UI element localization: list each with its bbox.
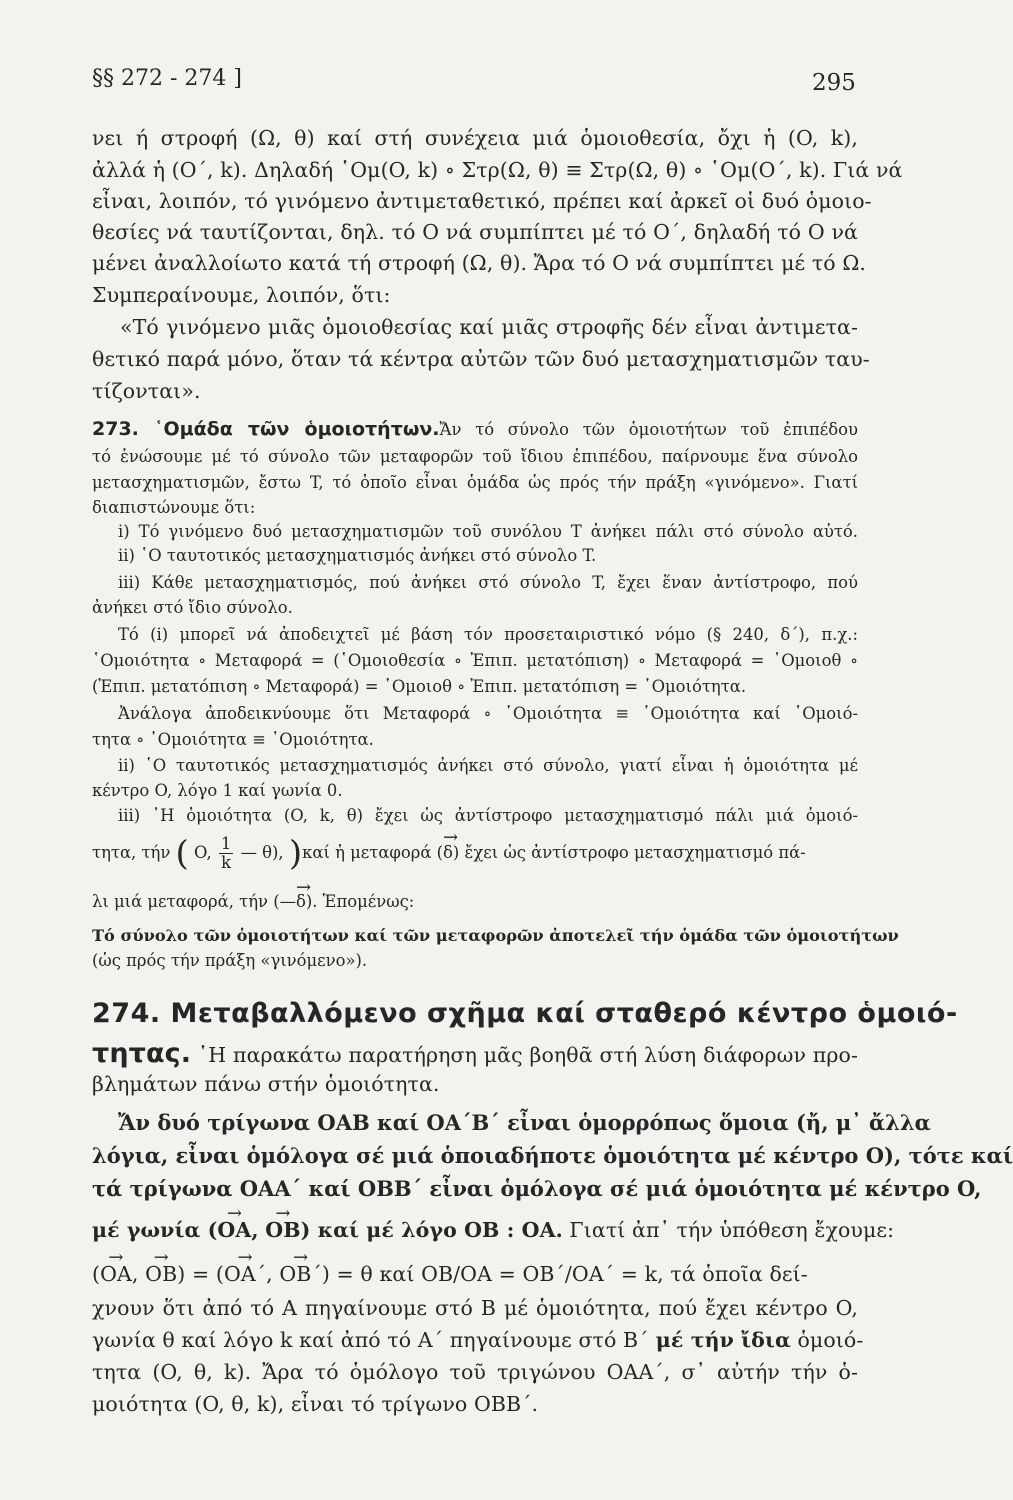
vector-OB: → OB bbox=[145, 1262, 177, 1286]
text-line: Τό (i) μπορεῖ νά ἀποδειχτεῖ μέ βάση τόν προσεταιριστικό νόμο (§ 240, δ΄), π.χ.: bbox=[118, 625, 858, 644]
vector-delta: → δ bbox=[443, 830, 453, 876]
text-line: ἀλλά ἡ (O΄, k). Δηλαδή ῾Ομ(O, k) ∘ Στρ(Ω, θ) ≡ Στρ(Ω, θ) ∘ ῾Ομ(O΄, k). Γιά νά bbox=[92, 158, 903, 182]
text-line: μοιότητα (O, θ, k), εἶναι τό τρίγωνο OBB΄. bbox=[92, 1392, 539, 1416]
text-line: μένει ἀναλλοίωτο κατά τή στροφή (Ω, θ). Ἄρα τό O νά συμπίπτει μέ τό Ω. bbox=[92, 251, 867, 275]
text-line: βλημάτων πάνω στήν ὁμοιότητα. bbox=[92, 1072, 440, 1096]
text-line: θετικό παρά μόνο, ὅταν τά κέντρα αὐτῶν τῶν δυό μετασχηματισμῶν ταυ- bbox=[92, 347, 870, 371]
text-line: 273. ῾Ομάδα τῶν ὁμοιοτήτων.Ἄν τό σύνολο τῶν ὁμοιοτήτων τοῦ ἐπιπέδου bbox=[92, 418, 859, 440]
text-line: Συμπεραίνουμε, λοιπόν, ὅτι: bbox=[92, 283, 391, 307]
vector-OA-prime: → OA΄ bbox=[224, 1262, 266, 1286]
fraction-one-over-k: $\frac{1}{k}$ bbox=[220, 834, 232, 872]
text-line: ἀνήκει στό ἴδιο σύνολο. bbox=[92, 598, 293, 617]
text-line-bold: Ἄν δυό τρίγωνα OAB καί OA΄B΄ εἶναι ὁμορρόπως ὅμοια (ἤ, μ᾽ ἄλλα bbox=[118, 1110, 931, 1135]
text-line-bold: τά τρίγωνα OAA΄ καί OBB΄ εἶναι ὁμόλογα σέ μιά ὁμοιότητα μέ κέντρο O, bbox=[92, 1176, 982, 1201]
vector-OB-prime: → OB΄ bbox=[279, 1262, 321, 1286]
text-line: τητα (O, θ, k). Ἄρα τό ὁμόλογο τοῦ τριγώνου OAA΄, σ᾽ αὐτήν τήν ὁ- bbox=[92, 1360, 858, 1384]
text-line: θεσίες νά ταυτίζονται, δηλ. τό O νά συμπίπτει μέ τό O΄, δηλαδή τό O νά bbox=[92, 220, 858, 244]
text-line: (ὡς πρός τήν πράξη «γινόμενο»). bbox=[92, 951, 368, 970]
text-line: Ἀνάλογα ἀποδεικνύουμε ὅτι Μεταφορά ∘ ῾Ομοιότητα ≡ ῾Ομοιότητα καί ῾Ομοιό- bbox=[118, 704, 858, 723]
text-line: ii) ῾Ο ταυτοτικός μετασχηματισμός ἀνήκει στό σύνολο, γιατί εἶναι ἡ ὁμοιότητα μέ bbox=[118, 756, 858, 775]
text-line: «Τό γινόμενο μιᾶς ὁμοιοθεσίας καί μιᾶς στροφῆς δέν εἶναι ἀντιμετα- bbox=[120, 315, 858, 339]
text-line: μέ γωνία (→ OA, → OB) καί μέ λόγο OB : OA. Γιατί ἀπ᾽ τήν ὑπόθεση ἔχουμε: bbox=[92, 1218, 858, 1242]
text-line: εἶναι, λοιπόν, τό γινόμενο ἀντιμεταθετικό, πρέπει καί ἀρκεῖ οἱ δυό ὁμοιο- bbox=[92, 189, 872, 213]
text-line: (Ἐπιπ. μετατόπιση ∘ Μεταφορά) = ῾Ομοιοθ ∘ Ἐπιπ. μετατόπιση = ῾Ομοιότητα. bbox=[92, 677, 747, 696]
text-line: διαπιστώνουμε ὅτι: bbox=[92, 498, 256, 517]
text-line: λι μιά μεταφορά, τήν (—→ δ). Ἑπομένως: bbox=[92, 892, 858, 911]
text-line: τητας. ῾Η παρακάτω παρατήρηση μᾶς βοηθᾶ στή λύση διάφορων προ- bbox=[92, 1038, 858, 1069]
text-line: ῾Ομοιότητα ∘ Μεταφορά = (῾Ομοιοθεσία ∘ Ἐπιπ. μετατόπιση) ∘ Μεταφορά = ῾Ομοιοθ ∘ bbox=[92, 651, 858, 670]
page-number: 295 bbox=[812, 70, 856, 96]
text-line: γωνία θ καί λόγο k καί ἀπό τό A΄ πηγαίνουμε στό B΄ μέ τήν ἴδια ὁμοιό- bbox=[92, 1328, 864, 1352]
text-line: iii) Κάθε μετασχηματισμός, πού ἀνήκει στό σύνολο T, ἔχει ἕναν ἀντίστροφο, πού bbox=[118, 573, 858, 592]
text-line: τητα ∘ ῾Ομοιότητα ≡ ῾Ομοιότητα. bbox=[92, 730, 374, 749]
text-line: χνουν ὅτι ἀπό τό A πηγαίνουμε στό B μέ ὁμοιότητα, πού ἔχει κέντρο O, bbox=[92, 1296, 858, 1320]
text-line-bold: λόγια, εἶναι ὁμόλογα σέ μιά ὁποιαδήποτε ὁμοιότητα μέ κέντρο O), τότε καί bbox=[92, 1143, 1013, 1168]
text-line: (→ OA, → OB) = (→ OA΄, → OB΄) = θ καί OB/OA = OB΄/OA΄ = k, τά ὁποῖα δεί- bbox=[92, 1262, 858, 1286]
text-line: iii) ῾Η ὁμοιότητα (O, k, θ) ἔχει ὡς ἀντίστροφο μετασχηματισμό πάλι μιά ὁμοιό- bbox=[118, 806, 858, 825]
text-line: τό ἑνώσουμε μέ τό σύνολο τῶν μεταφορῶν τοῦ ἴδιου ἐπιπέδου, παίρνουμε ἕνα σύνολο bbox=[92, 447, 858, 466]
text-line: τίζονται». bbox=[92, 379, 201, 403]
text-line: κέντρο O, λόγο 1 καί γωνία 0. bbox=[92, 781, 343, 800]
text-line: i) Τό γινόμενο δυό μετασχηματισμῶν τοῦ συνόλου T ἀνήκει πάλι στό σύνολο αὐτό. bbox=[118, 522, 858, 541]
vector-OA: → OA bbox=[217, 1218, 251, 1242]
vector-OA: → OA bbox=[100, 1262, 132, 1286]
text-line: νει ή στροφή (Ω, θ) καί στή συνέχεια μιά ὁμοιοθεσία, ὄχι ἡ (O, k), bbox=[92, 126, 858, 150]
text-line-with-fraction: τητα, τήν ( O, $\frac{1}{k}$ — θ), )καί ἡ μεταφορά (→ δ) ἔχει ὡς ἀντίστροφο μετασχηματισμό πά- bbox=[92, 830, 858, 876]
text-line: ii) ῾Ο ταυτοτικός μετασχηματισμός ἀνήκει στό σύνολο T. bbox=[118, 546, 597, 565]
section-heading-274-cont: τητας. bbox=[92, 1038, 192, 1069]
vector-OB: → OB bbox=[265, 1218, 300, 1242]
section-range-header: §§ 272 - 274 ] bbox=[92, 66, 242, 91]
section-heading-274: 274. Μεταβαλλόμενο σχῆμα καί σταθερό κέντρο ὁμοιό- bbox=[92, 998, 958, 1029]
text-line-bold: Τό σύνολο τῶν ὁμοιοτήτων καί τῶν μεταφορῶν ἀποτελεῖ τήν ὁμάδα τῶν ὁμοιοτήτων bbox=[92, 926, 899, 945]
vector-delta: → δ bbox=[296, 892, 306, 911]
text-line: μετασχηματισμῶν, ἔστω T, τό ὁποῖο εἶναι ὁμάδα ὡς πρός τήν πράξη «γινόμενο». Γιατί bbox=[92, 473, 858, 492]
section-heading-273: 273. ῾Ομάδα τῶν ὁμοιοτήτων. bbox=[92, 418, 440, 440]
